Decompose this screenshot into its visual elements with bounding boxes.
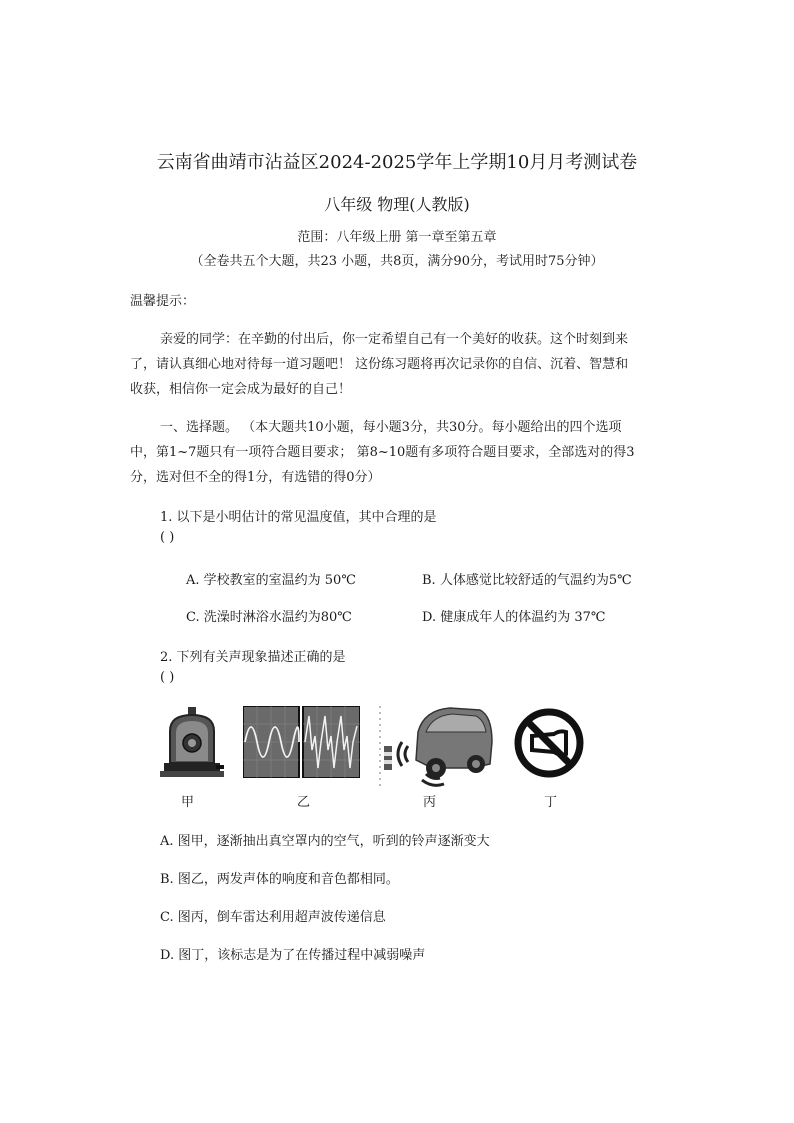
q1-option-d: D. 健康成年人的体温约为 37℃ <box>422 610 606 625</box>
exam-scope: 范围：八年级上册 第一章至第五章 <box>297 230 497 245</box>
q1-answer-paren: ( ) <box>160 530 175 545</box>
figure-label-bing: 丙 <box>423 795 437 810</box>
exam-title: 云南省曲靖市沾益区2024-2025学年上学期10月月考测试卷 <box>156 152 638 173</box>
q1-stem: 1. 以下是小明估计的常见温度值，其中合理的是 <box>160 510 437 525</box>
q1-option-b: B. 人体感觉比较舒适的气温约为5℃ <box>422 573 632 588</box>
tips-line-2: 了，请认真细心地对待每一道习题吧！ 这份练习题将再次记录你的自信、沉着、智慧和 <box>130 357 629 372</box>
section1-line-1: 一、选择题。 （本大题共10小题，每小题3分，共30分。每小题给出的四个选项 <box>160 420 622 435</box>
bell-jar-figure <box>160 705 224 783</box>
q2-option-d: D. 图丁，该标志是为了在传播过程中减弱噪声 <box>160 948 426 963</box>
q2-stem: 2. 下列有关声现象描述正确的是 <box>160 650 346 665</box>
exam-info: （全卷共五个大题，共23 小题，共8页，满分90分，考试用时75分钟） <box>190 254 604 269</box>
figure-label-jia: 甲 <box>181 795 195 810</box>
q1-option-a: A. 学校教室的室温约为 50℃ <box>186 573 356 588</box>
q2-option-c: C. 图丙，倒车雷达利用超声波传递信息 <box>160 910 386 925</box>
q2-option-a: A. 图甲，逐渐抽出真空罩内的空气，听到的铃声逐渐变大 <box>160 834 490 849</box>
waveform-figure <box>243 706 360 778</box>
q2-answer-paren: ( ) <box>160 670 175 685</box>
no-horn-sign-icon <box>514 708 584 778</box>
figure-label-ding: 丁 <box>544 795 558 810</box>
car-radar-figure <box>376 702 494 788</box>
q2-option-b: B. 图乙，两发声体的响度和音色都相同。 <box>160 872 399 887</box>
section1-line-2: 中，第1~7题只有一项符合题目要求； 第8~10题有多项符合题目要求，全部选对的得3 <box>130 445 635 460</box>
q1-option-c: C. 洗澡时淋浴水温约为80℃ <box>186 610 352 625</box>
tips-line-3: 收获，相信你一定会成为最好的自己！ <box>130 382 352 397</box>
figure-label-yi: 乙 <box>297 795 311 810</box>
tips-heading: 温馨提示： <box>130 294 196 309</box>
exam-subtitle: 八年级 物理(人教版) <box>324 195 470 214</box>
section1-line-3: 分，选对但不全的得1分，有选错的得0分） <box>130 470 381 485</box>
tips-line-1: 亲爱的同学：在辛勤的付出后，你一定希望自己有一个美好的收获。这个时刻到来 <box>160 332 629 347</box>
